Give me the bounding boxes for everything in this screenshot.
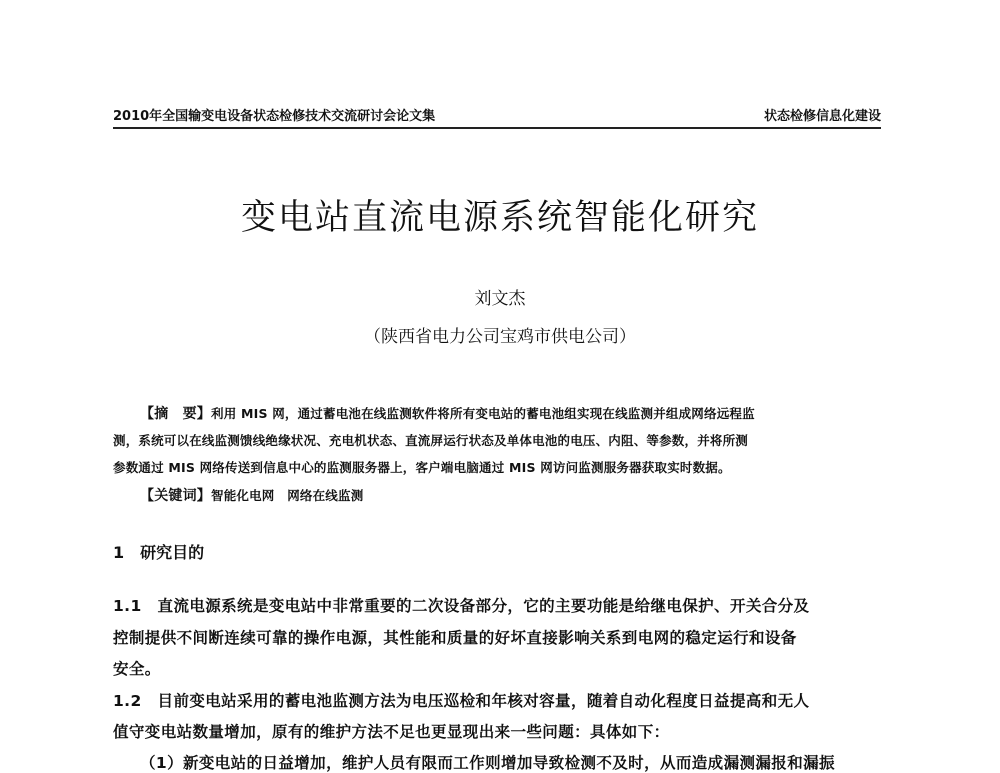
section-heading: 1 研究目的 <box>113 543 205 562</box>
keywords <box>140 485 363 505</box>
body-line: 安全。 <box>113 660 161 678</box>
affiliation: （陕西省电力公司宝鸡市供电公司） <box>364 327 636 347</box>
abstract-line: 参数通过 MIS 网络传送到信息中心的监测服务器上，客户端电脑通过 MIS 网访问监测服务器获取实时数据。 <box>113 460 731 475</box>
running-header-right: 状态检修信息化建设 <box>763 109 881 124</box>
abstract-text: 利用 MIS 网，通过蓄电池在线监测软件将所有变电站的蓄电池组实现在线监测并组成网络远程监 <box>211 406 755 421</box>
body-line: （1）新变电站的日益增加，维护人员有限而工作则增加导致检测不及时，从而造成漏测漏报和漏振 <box>140 754 835 772</box>
body-line: 值守变电站数量增加，原有的维护方法不足也更显现出来一些问题：具体如下： <box>113 723 670 741</box>
body-line: 控制提供不间断连续可靠的操作电源，其性能和质量的好坏直接影响关系到电网的稳定运行和设备 <box>113 629 797 647</box>
author: 刘文杰 <box>474 289 526 309</box>
body-line: 1.1 直流电源系统是变电站中非常重要的二次设备部分，它的主要功能是给继电保护、开关合分及 <box>113 597 810 615</box>
abstract-label: 【摘 要】 <box>140 406 211 422</box>
header-rule <box>113 127 881 129</box>
paper-title: 变电站直流电源系统智能化研究 <box>240 198 759 238</box>
body-line: 1.2 目前变电站采用的蓄电池监测方法为电压巡检和年核对容量，随着自动化程度日益提高和无人 <box>113 692 810 710</box>
keywords-text: 智能化电网 网络在线监测 <box>211 488 364 503</box>
running-header-left: 2010年全国输变电设备状态检修技术交流研讨会论文集 <box>113 109 436 124</box>
abstract-line: 测，系统可以在线监测馈线绝缘状况、充电机状态、直流屏运行状态及单体电池的电压、内阻、等参数，并将所测 <box>113 433 749 448</box>
keywords-label: 【关键词】 <box>140 488 211 504</box>
abstract-line <box>140 403 755 423</box>
